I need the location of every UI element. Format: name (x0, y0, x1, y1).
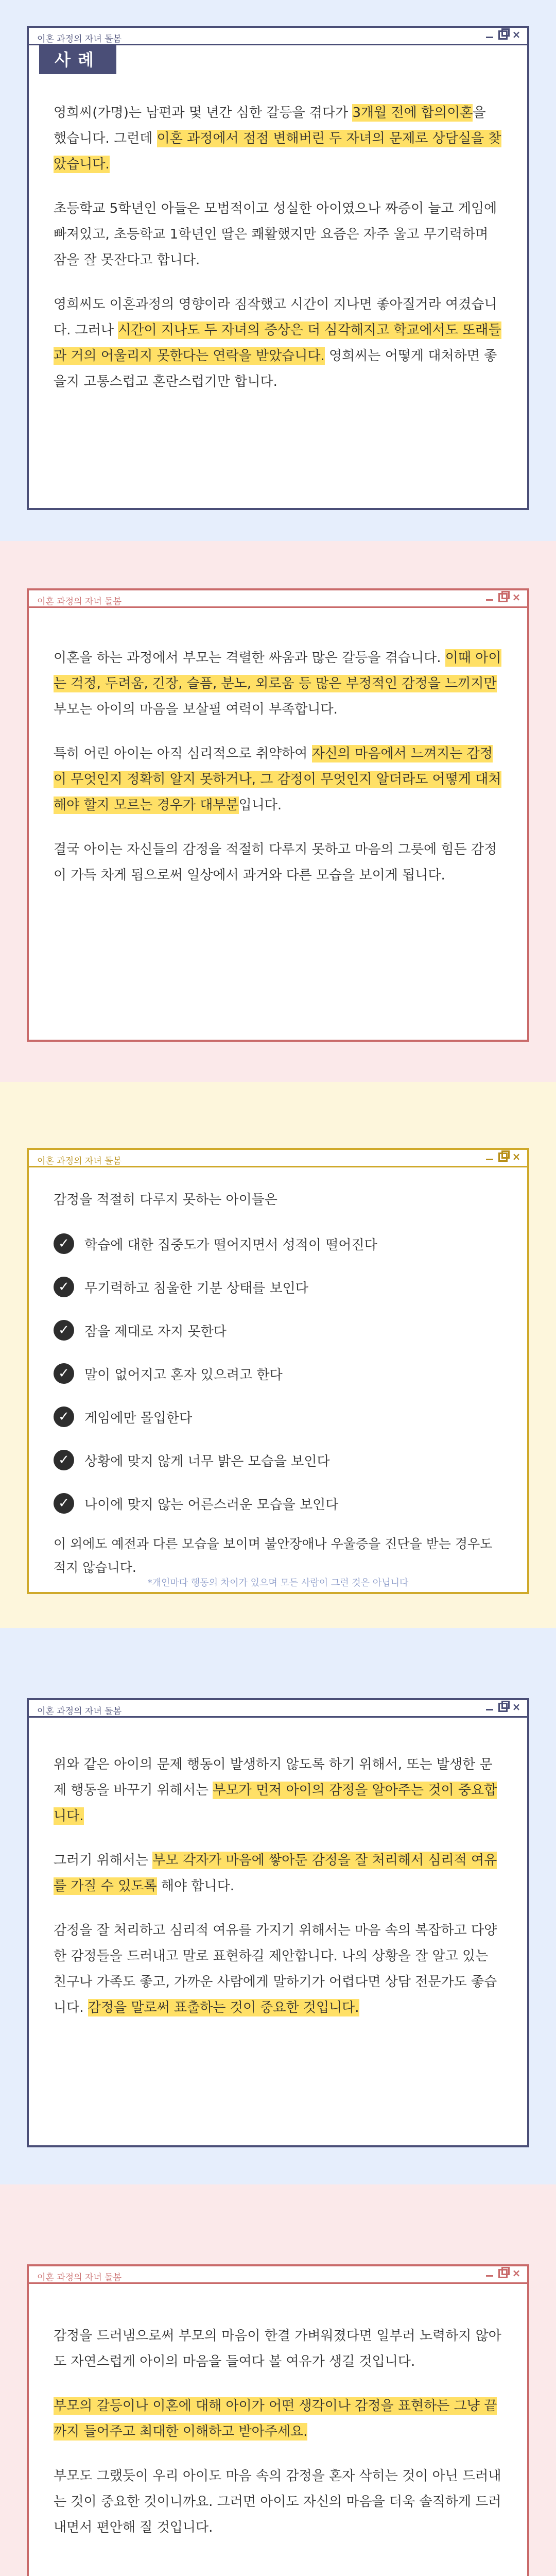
text-segment: 결국 아이는 자신들의 감정을 적절히 다루지 못하고 마음의 그릇에 힘든 감정이 가득 차게 됨으로써 일상에서 과거와 다른 모습을 보이게 됩니다. (54, 842, 497, 883)
paragraph (54, 2393, 502, 2445)
minimize-icon[interactable] (485, 1703, 494, 1712)
text-segment: 위와 같은 아이의 문제 행동이 발생하지 않도록 하기 위해서, 또는 발생한 문제 행동을 바꾸기 위해서는 (54, 1757, 493, 1798)
symptoms-section (0, 1082, 556, 1628)
symptoms-intro: 감정을 적절히 다루지 못하는 아이들은 (54, 1192, 277, 1208)
emotion-card (27, 588, 529, 1042)
highlighted-text: 이때 아이는 걱정, 두려움, 긴장, 슬픔, 분노, 외로움 등 많은 부정적인 감정을 느끼지만 (54, 650, 501, 691)
window-titlebar (29, 590, 527, 608)
close-icon[interactable]: × (512, 1701, 521, 1713)
symptom-text: 학습에 대한 집중도가 떨어지면서 성적이 떨어진다 (84, 1237, 377, 1253)
parent-role-card (27, 1698, 529, 2147)
close-icon[interactable]: × (512, 2267, 521, 2279)
close-icon[interactable]: × (512, 28, 521, 41)
text-segment: 부모도 그랬듯이 우리 아이도 마음 속의 감정을 혼자 삭히는 것이 아닌 드러내는 것이 중요한 것이니까요. 그러면 아이도 자신의 마음을 더욱 솔직하게 드러내면서 편안해 질 것입니다. (54, 2468, 501, 2535)
check-icon: ✓ (54, 1450, 74, 1470)
close-icon[interactable]: × (512, 591, 521, 603)
symptom-text: 게임에만 몰입한다 (84, 1410, 193, 1426)
check-icon: ✓ (54, 1493, 74, 1514)
case-card (27, 26, 529, 510)
emotion-section (0, 541, 556, 1082)
text-segment: 감정을 드러냄으로써 부모의 마음이 한결 가벼워졌다면 일부러 노력하지 않아도 자연스럽게 아이의 마음을 들여다 볼 여유가 생길 것입니다. (54, 2328, 501, 2369)
window-controls (485, 593, 521, 602)
window-titlebar (29, 28, 527, 45)
window-title: 이혼 과정의 자녀 돌봄 (37, 34, 122, 44)
paragraph (54, 741, 502, 818)
text-segment: 을 했습니다. 그런데 (54, 105, 486, 146)
symptom-item (54, 1265, 502, 1309)
emotion-body (54, 645, 502, 907)
window-title: 이혼 과정의 자녀 돌봄 (37, 597, 122, 607)
case-body (54, 100, 502, 413)
highlighted-text: 시간이 지나도 두 자녀의 증상은 더 심각해지고 학교에서도 또래들과 거의 어울리지 못한다는 연락을 받았습니다. (54, 323, 501, 364)
window-title: 이혼 과정의 자녀 돌봄 (37, 1706, 122, 1717)
window-controls (485, 30, 521, 40)
text-segment: 이혼을 하는 과정에서 부모는 격렬한 싸움과 많은 갈등을 겪습니다. (54, 650, 445, 666)
symptom-item (54, 1309, 502, 1352)
check-icon: ✓ (54, 1406, 74, 1427)
maximize-icon[interactable] (498, 2269, 508, 2278)
highlighted-text: 3개월 전에 합의이혼 (352, 105, 473, 121)
parent-role-body (54, 1752, 502, 2039)
parent-role-section (0, 1628, 556, 2184)
highlighted-text: 이혼 과정에서 점점 변해버린 두 자녀의 문제로 상담실을 찾았습니다. (54, 131, 501, 172)
text-segment: 그러기 위해서는 (54, 1853, 153, 1868)
maximize-icon[interactable] (498, 30, 508, 40)
paragraph (54, 196, 502, 273)
listen-body (54, 2323, 502, 2559)
disclaimer-note: *개인마다 행동의 차이가 있으며 모든 사람이 그런 것은 아닙니다 (147, 1578, 409, 1588)
maximize-icon[interactable] (498, 1703, 508, 1712)
window-titlebar (29, 1150, 527, 1167)
listen-section (0, 2184, 556, 2576)
window-controls (485, 1150, 521, 1163)
close-icon[interactable]: × (512, 1150, 521, 1163)
paragraph (54, 100, 502, 177)
paragraph (54, 2463, 502, 2540)
text-segment: 영희씨는 어떻게 대처하면 좋을지 고통스럽고 혼란스럽기만 합니다. (54, 348, 497, 389)
text-segment: 영희씨(가명)는 남편과 몇 년간 심한 갈등을 겪다가 (54, 105, 353, 121)
symptom-text: 잠을 제대로 자지 못한다 (84, 1324, 227, 1340)
symptoms-list (54, 1222, 502, 1525)
case-section (0, 0, 556, 541)
symptom-item (54, 1395, 502, 1438)
minimize-icon[interactable] (485, 593, 494, 602)
highlighted-text: 자신의 마음에서 느껴지는 감정이 무엇인지 정확히 알지 못하거나, 그 감정이 무엇인지 알더라도 어떻게 대처해야 할지 모르는 경우가 대부분 (54, 746, 501, 813)
text-segment: 부모는 아이의 마음을 보살필 여력이 부족합니다. (54, 702, 338, 717)
text-segment: 특히 어린 아이는 아직 심리적으로 취약하여 (54, 746, 312, 761)
paragraph (54, 2323, 502, 2375)
minimize-icon[interactable] (485, 2269, 494, 2278)
text-segment: 감정을 잘 처리하고 심리적 여유를 가지기 위해서는 마음 속의 복잡하고 다양한 감정들을 드러내고 말로 표현하길 제안합니다. 나의 상황을 잘 알고 있는 친구나 가족도 좋고, 가까운 사람에게 말하기가 어렵다면 상담 전문가도 좋습니다. (54, 1923, 497, 2015)
listen-card (27, 2264, 529, 2576)
case-tab: 사례 (39, 45, 116, 74)
paragraph (54, 837, 502, 888)
minimize-icon[interactable] (485, 1153, 494, 1162)
paragraph (54, 1848, 502, 1899)
paragraph (54, 1752, 502, 1829)
symptom-item (54, 1438, 502, 1482)
check-icon: ✓ (54, 1277, 74, 1297)
highlighted-text: 부모의 갈등이나 이혼에 대해 아이가 어떤 생각이나 감정을 표현하든 그냥 끝까지 들어주고 최대한 이해하고 받아주세요. (54, 2398, 497, 2439)
minimize-icon[interactable] (485, 30, 494, 40)
check-icon: ✓ (54, 1320, 74, 1341)
window-title: 이혼 과정의 자녀 돌봄 (37, 2273, 122, 2283)
window-controls (485, 2269, 521, 2278)
symptom-text: 상황에 맞지 않게 너무 밝은 모습을 보인다 (84, 1453, 330, 1469)
text-segment: 초등학교 5학년인 아들은 모범적이고 성실한 아이였으나 짜증이 늘고 게임에 빠져있고, 초등학교 1학년인 딸은 쾌활했지만 요즘은 자주 울고 무기력하며 잠을 잘 못잔다고 합니다. (54, 201, 497, 268)
symptom-text: 나이에 맞지 않는 어른스러운 모습을 보인다 (84, 1497, 339, 1513)
check-icon: ✓ (54, 1363, 74, 1384)
text-segment: 해야 합니다. (157, 1878, 234, 1894)
symptom-item (54, 1222, 502, 1265)
maximize-icon[interactable] (498, 1153, 508, 1162)
symptom-item (54, 1352, 502, 1395)
highlighted-text: 부모 각자가 마음에 쌓아둔 감정을 잘 처리해서 심리적 여유를 가질 수 있도록 (54, 1853, 497, 1894)
symptom-item (54, 1482, 502, 1525)
window-titlebar (29, 2266, 527, 2284)
window-title: 이혼 과정의 자녀 돌봄 (37, 1156, 122, 1166)
symptoms-outro: 이 외에도 예전과 다른 모습을 보이며 불안장애나 우울증을 진단을 받는 경우도 적지 않습니다. (54, 1536, 493, 1575)
paragraph (54, 1918, 502, 2021)
symptom-text: 말이 없어지고 혼자 있으려고 한다 (84, 1367, 283, 1383)
maximize-icon[interactable] (498, 593, 508, 602)
symptoms-card (27, 1148, 529, 1594)
symptom-text: 무기력하고 침울한 기분 상태를 보인다 (84, 1280, 308, 1296)
check-icon: ✓ (54, 1233, 74, 1254)
paragraph (54, 645, 502, 722)
paragraph (54, 292, 502, 395)
text-segment: 입니다. (238, 798, 282, 813)
highlighted-text: 감정을 말로써 표출하는 것이 중요한 것입니다. (88, 2000, 359, 2015)
text-segment: 영희씨도 이혼과정의 영향이라 짐작했고 시간이 지나면 좋아질거라 여겼습니다. 그러나 (54, 297, 497, 338)
window-controls (485, 1703, 521, 1712)
window-titlebar (29, 1700, 527, 1718)
highlighted-text: 부모가 먼저 아이의 감정을 알아주는 것이 중요합니다. (54, 1783, 497, 1824)
